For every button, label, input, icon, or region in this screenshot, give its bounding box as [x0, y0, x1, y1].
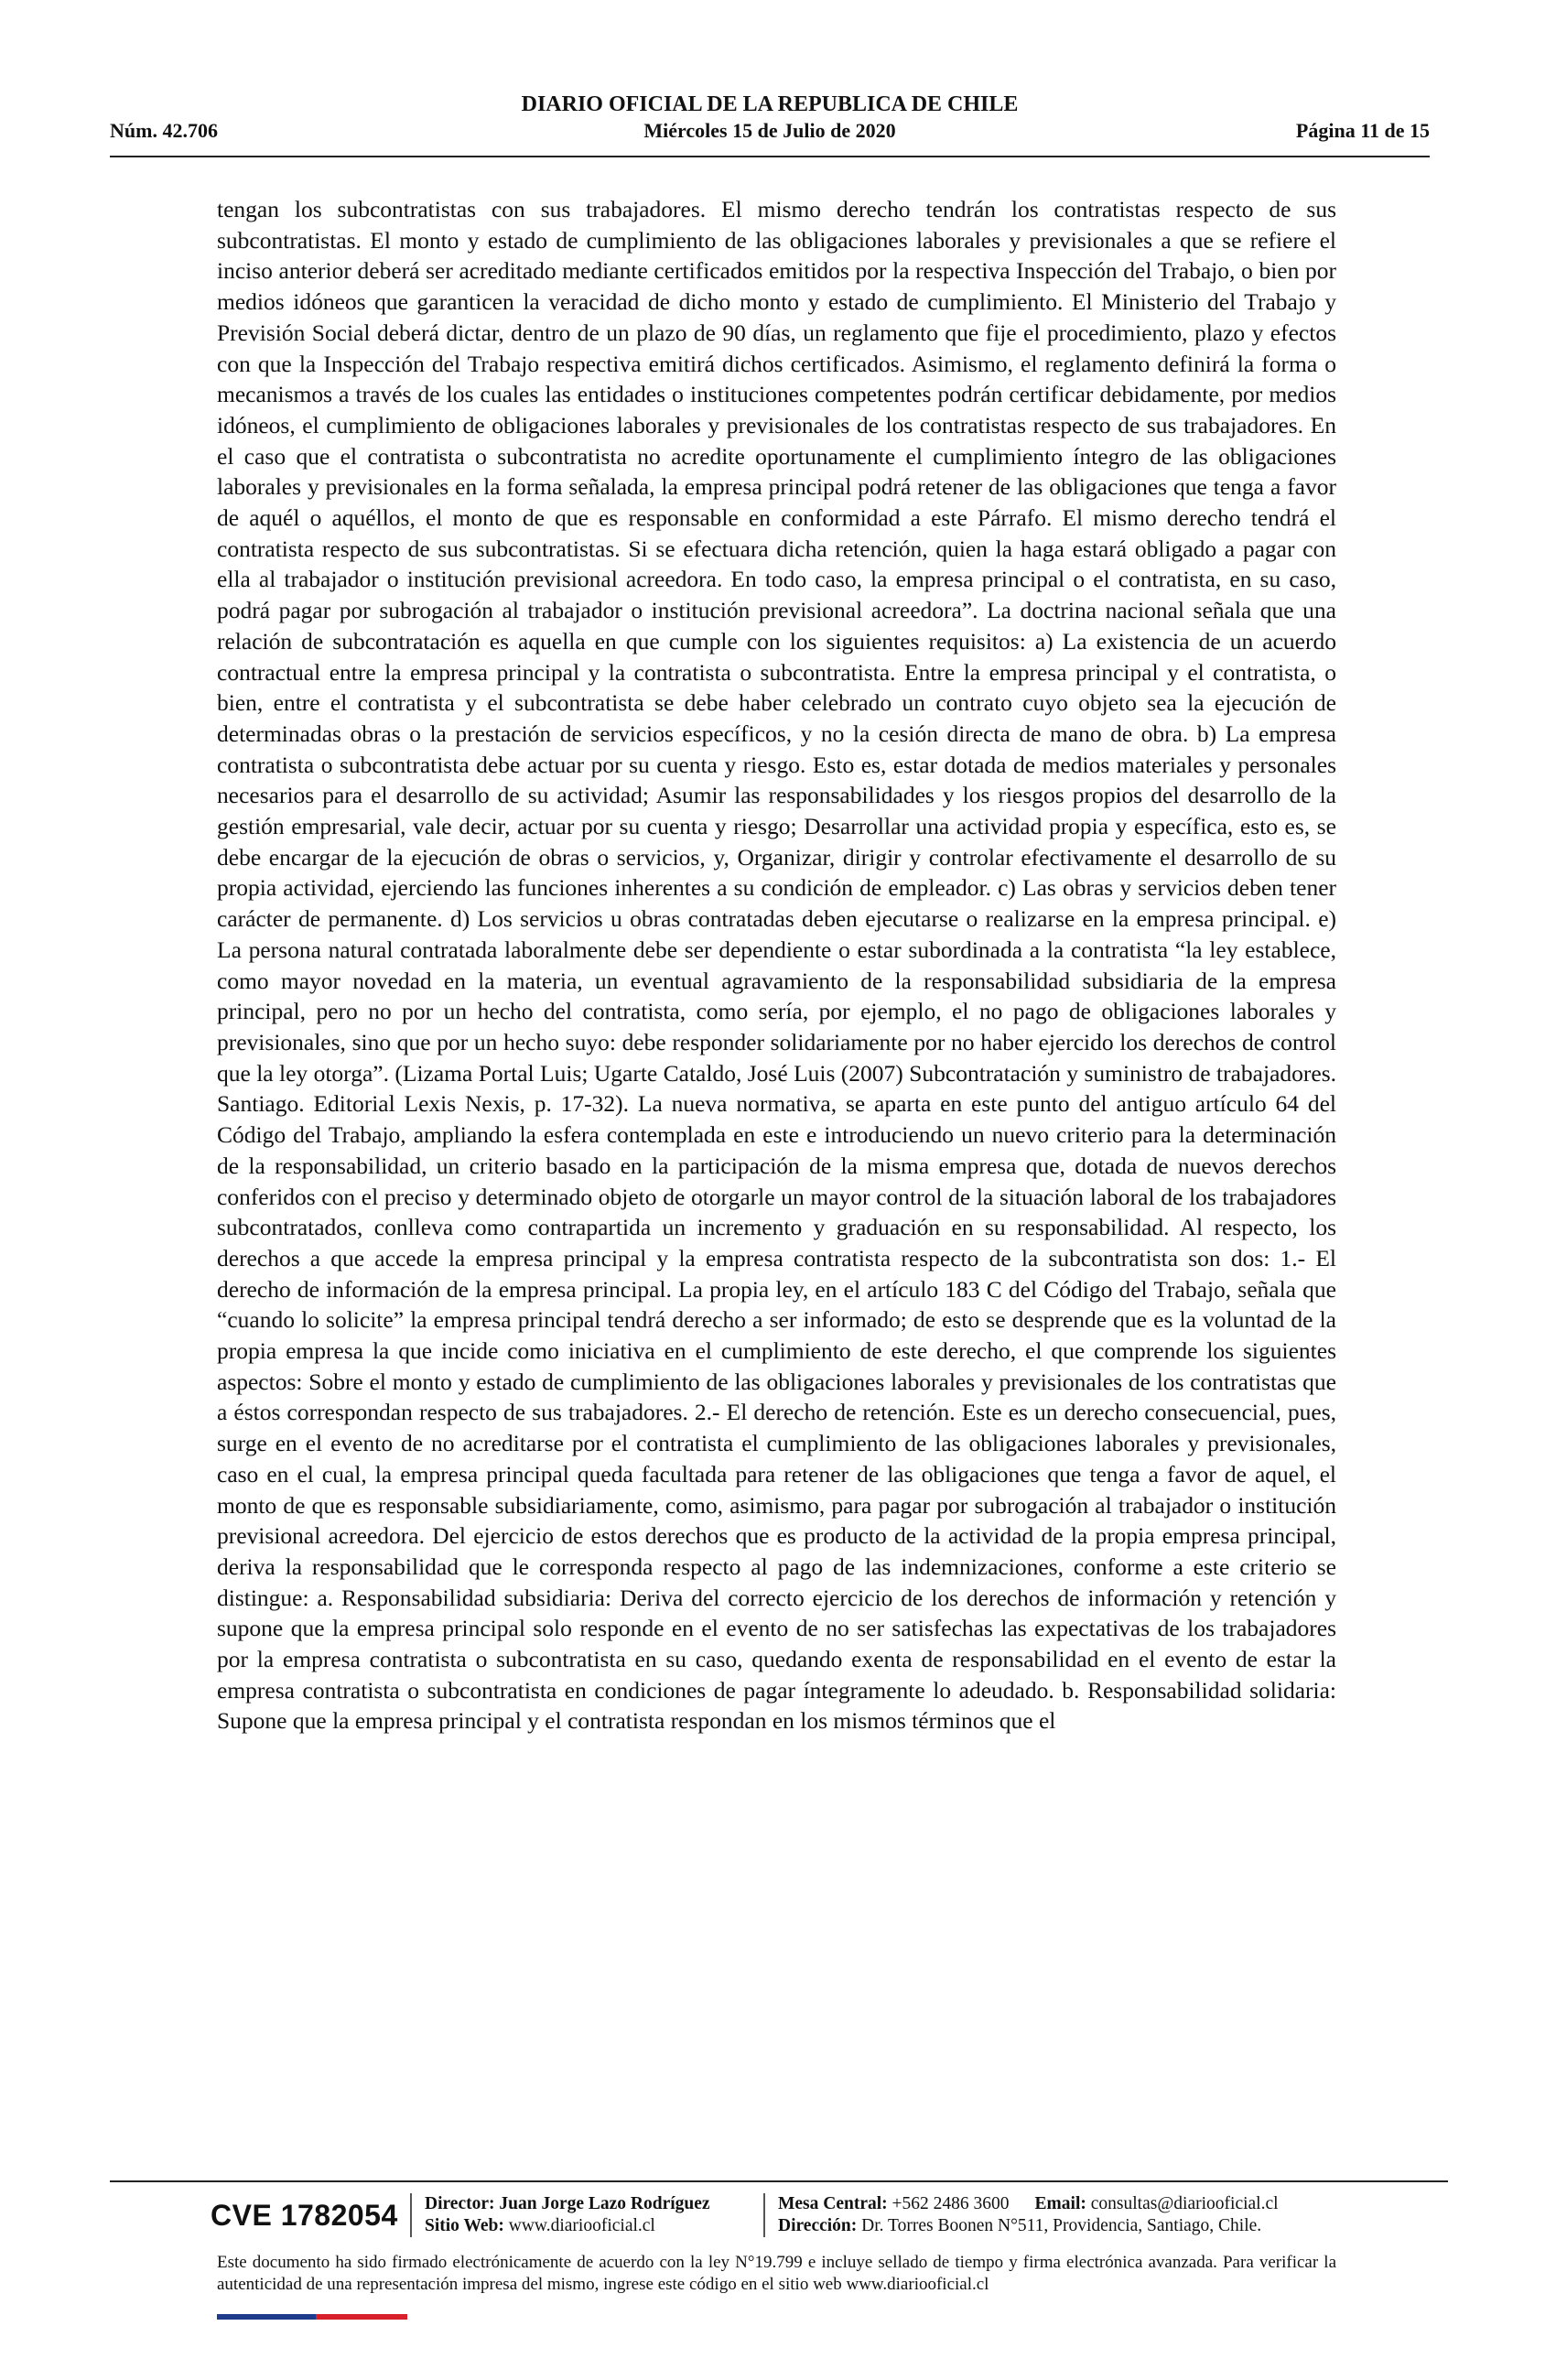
mesa-phone: +562 2486 3600	[891, 2194, 1010, 2213]
footer-separator	[410, 2193, 412, 2237]
signature-notice: Este documento ha sido firmado electrónicamente de acuerdo con la ley N°19.799 e incluye sellado de tiempo y firma electrónica avanzada. Para verificar la autenticidad de una representación impresa del mismo, ingrese este código en el sitio web www.diariooficial.cl	[217, 2253, 1336, 2294]
address-label: Dirección:	[778, 2216, 858, 2235]
page-footer	[110, 2190, 1448, 2241]
issue-number: Núm. 42.706	[110, 119, 218, 142]
address-line	[778, 2215, 1279, 2237]
cve-code: CVE 1782054	[211, 2199, 398, 2232]
mesa-label: Mesa Central:	[778, 2194, 888, 2213]
footer-contact-block	[778, 2193, 1279, 2237]
page-header	[110, 92, 1430, 145]
director-line	[425, 2193, 710, 2215]
site-line	[425, 2215, 710, 2237]
site-link[interactable]: www.diariooficial.cl	[508, 2216, 655, 2235]
email-link[interactable]: consultas@diariooficial.cl	[1090, 2194, 1279, 2213]
email-label: Email:	[1034, 2194, 1086, 2213]
flag-stripe-red	[316, 2314, 407, 2320]
publication-title: DIARIO OFICIAL DE LA REPUBLICA DE CHILE	[521, 92, 1019, 116]
header-meta-row	[110, 117, 1430, 145]
director-label: Director:	[425, 2194, 495, 2213]
page-number: Página 11 de 15	[1295, 119, 1430, 142]
footer-separator	[763, 2193, 765, 2237]
address-value: Dr. Torres Boonen N°511, Providencia, Santiago, Chile.	[861, 2216, 1262, 2235]
flag-stripe-blue	[217, 2314, 316, 2320]
header-divider	[110, 156, 1430, 157]
footer-director-block	[425, 2193, 710, 2237]
director-name: Juan Jorge Lazo Rodríguez	[499, 2194, 710, 2213]
footer-divider	[110, 2180, 1448, 2182]
site-label: Sitio Web:	[425, 2216, 504, 2235]
body-paragraph: tengan los subcontratistas con sus trabajadores. El mismo derecho tendrán los contratistas respecto de sus subcontratistas. El monto y estado de cumplimiento de las obligaciones laborales y previsionales a que se refiere el inciso anterior deberá ser acreditado mediante certificados emitidos por la respectiva Inspección del Trabajo, o bien por medios idóneos que garanticen la veracidad de dicho monto y estado de cumplimiento. El Ministerio del Trabajo y Previsión Social deberá dictar, dentro de un plazo de 90 días, un reglamento que fije el procedimiento, plazo y efectos con que la Inspección del Trabajo respectiva emitirá dichos certificados. Asimismo, el reglamento definirá la forma o mecanismos a través de los cuales las entidades o instituciones competentes podrán certificar debidamente, por medios idóneos, el cumplimiento de obligaciones laborales y previsionales de los contratistas respecto de sus trabajadores. En el caso que el contratista o subcontratista no acredite oportunamente el cumplimiento íntegro de las obligaciones laborales y previsionales en la forma señalada, la empresa principal podrá retener de las obligaciones que tenga a favor de aquél o aquéllos, el monto de que es responsable en conformidad a este Párrafo. El mismo derecho tendrá el contratista respecto de sus subcontratistas. Si se efectuara dicha retención, quien la haga estará obligado a pagar con ella al trabajador o institución previsional acreedora. En todo caso, la empresa principal o el contratista, en su caso, podrá pagar por subrogación al trabajador o institución previsional acreedora”. La doctrina nacional señala que una relación de subcontratación es aquella en que cumple con los siguientes requisitos: a) La existencia de un acuerdo contractual entre la empresa principal y la contratista o subcontratista. Entre la empresa principal y el contratista, o bien, entre el contratista y el subcontratista se debe haber celebrado un contrato cuyo objeto sea la ejecución de determinadas obras o la prestación de servicios específicos, y no la cesión directa de mano de obra. b) La empresa contratista o subcontratista debe actuar por su cuenta y riesgo. Esto es, estar dotada de medios materiales y personales necesarios para el desarrollo de su actividad; Asumir las responsabilidades y los riesgos propios del desarrollo de la gestión empresarial, vale decir, actuar por su cuenta y riesgo; Desarrollar una actividad propia y específica, esto es, se debe encargar de la ejecución de obras o servicios, y, Organizar, dirigir y controlar efectivamente el desarrollo de su propia actividad, ejerciendo las funciones inherentes a su condición de empleador. c) Las obras y servicios deben tener carácter de permanente. d) Los servicios u obras contratadas deben ejecutarse o realizarse en la empresa principal. e) La persona natural contratada laboralmente debe ser dependiente o estar subordinada a la contratista “la ley establece, como mayor novedad en la materia, un eventual agravamiento de la responsabilidad subsidiaria de la empresa principal, pero no por un hecho del contratista, como sería, por ejemplo, el no pago de obligaciones laborales y previsionales, sino que por un hecho suyo: debe responder solidariamente por no haber ejercido los derechos de control que la ley otorga”. (Lizama Portal Luis; Ugarte Cataldo, José Luis (2007) Subcontratación y suministro de trabajadores. Santiago. Editorial Lexis Nexis, p. 17-32). La nueva normativa, se aparta en este punto del antiguo artículo 64 del Código del Trabajo, ampliando la esfera contemplada en este e introduciendo un nuevo criterio para la determinación de la responsabilidad, un criterio basado en la participación de la misma empresa que, dotada de nuevos derechos conferidos con el preciso y determinado objeto de otorgarle un mayor control de la situación laboral de los trabajadores subcontratados, conlleva como contrapartida un incremento y graduación en su responsabilidad. Al respecto, los derechos a que accede la empresa principal y la empresa contratista respecto de la subcontratista son dos: 1.- El derecho de información de la empresa principal. La propia ley, en el artículo 183 C del Código del Trabajo, señala que “cuando lo solicite” la empresa principal tendrá derecho a ser informado; de esto se desprende que es la voluntad de la propia empresa la que incide como iniciativa en el cumplimiento de este derecho, el que comprende los siguientes aspectos: Sobre el monto y estado de cumplimiento de las obligaciones laborales y previsionales de los contratistas que a éstos correspondan respecto de sus trabajadores. 2.- El derecho de retención. Este es un derecho consecuencial, pues, surge en el evento de no acreditarse por el contratista el cumplimiento de las obligaciones laborales y previsionales, caso en el cual, la empresa principal queda facultada para retener de las obligaciones que tenga a favor de aquel, el monto de que es responsable subsidiariamente, como, asimismo, para pagar por subrogación al trabajador o institución previsional acreedora. Del ejercicio de estos derechos que es producto de la actividad de la propia empresa principal, deriva la responsabilidad que le corresponda respecto al pago de las indemnizaciones, conforme a este criterio se distingue: a. Responsabilidad subsidiaria: Deriva del correcto ejercicio de los derechos de información y retención y supone que la empresa principal solo responde en el evento de no ser satisfechas las expectativas de los trabajadores por la empresa contratista o subcontratista en su caso, quedando exenta de responsabilidad en el evento de estar la empresa contratista o subcontratista en condiciones de pagar íntegramente lo adeudado. b. Responsabilidad solidaria: Supone que la empresa principal y el contratista respondan en los mismos términos que el	[217, 196, 1336, 1735]
issue-date: Miércoles 15 de Julio de 2020	[643, 119, 896, 142]
contact-line	[778, 2193, 1279, 2215]
